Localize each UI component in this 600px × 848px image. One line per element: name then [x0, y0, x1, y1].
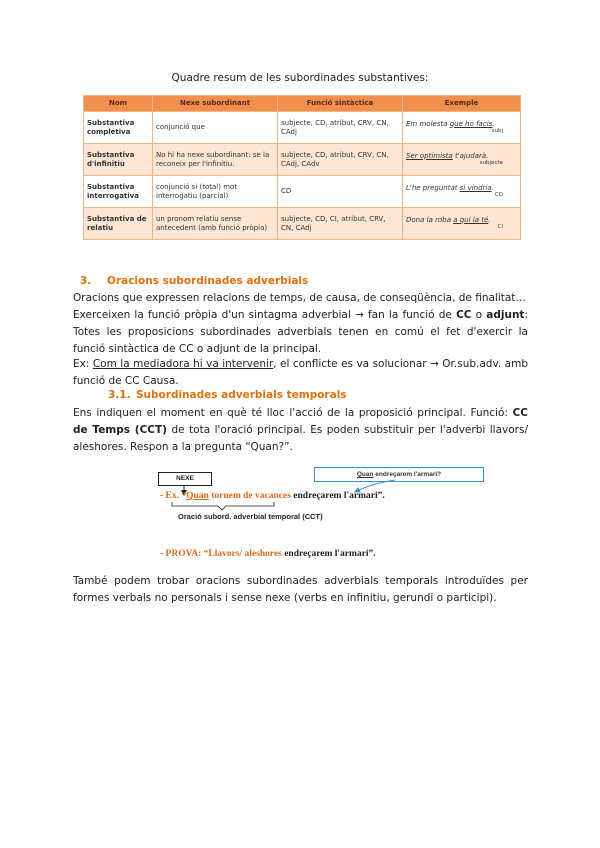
example-text: Dona la roba [406, 215, 454, 224]
cell-nom: Substantiva completiva [84, 112, 153, 144]
section-number: 3. [80, 275, 92, 287]
example-text-end: . [491, 183, 494, 192]
table-row [84, 176, 521, 208]
term-cct: CC de Temps (CCT) [73, 407, 528, 436]
intro-text-2: Exerceixen la funció pròpia d'un sintagma adverbial → fan la funció de [73, 309, 457, 321]
example-function-label: subj [491, 128, 503, 135]
example-underlined: Com la mediadora hi va intervenir [92, 358, 274, 370]
question-text: endreçarem l'armari? [373, 471, 442, 478]
table-row [84, 112, 521, 144]
example-underlined: que ho facis [449, 119, 493, 128]
ex-prefix: - Ex. “ [160, 491, 187, 501]
example-text-end: . [492, 119, 495, 128]
prova-adverb: “Llavors/ aleshores [203, 549, 282, 559]
header-exemple: Exemple [403, 96, 521, 112]
cell-exemple [403, 144, 521, 176]
example-text: Em molesta [406, 119, 450, 128]
example-text: L'he preguntat [406, 183, 460, 192]
section-title: Oracions subordinades adverbials [107, 275, 309, 287]
subordinate-brace [170, 502, 290, 512]
section-title: Subordinades adverbials temporals [136, 389, 347, 401]
example-underlined: Ser optimista [406, 151, 453, 160]
cell-exemple [403, 176, 521, 208]
table-row [84, 208, 521, 240]
ex-subordinate: tornem de vacances [208, 491, 291, 501]
section-heading-3 [80, 275, 308, 287]
cell-exemple [403, 112, 521, 144]
example-text-end: . [488, 215, 491, 224]
section-number: 3.1. [108, 389, 131, 401]
example-text-end: t'ajudarà. [452, 151, 489, 160]
cell-exemple [403, 208, 521, 240]
ex-main-clause: endreçarem l'armari”. [290, 491, 385, 501]
diagram-prova-sentence [160, 549, 376, 559]
example-function-label: CD [494, 192, 503, 199]
header-funcio: Funció sintàctica [278, 96, 403, 112]
intro-text-3: : Totes les proposicions subordinades adverbials tenen en comú el fet d'exercir la funció sintàctica de CC o adjunt de la principal. [73, 309, 528, 355]
cell-nexe: No hi ha nexe subordinant: se la reconeix per l'infinitiu. [153, 144, 278, 176]
cell-nom: Substantiva d'infinitiu [84, 144, 153, 176]
prova-prefix: - PROVA: [160, 549, 204, 559]
paragraph-intro [73, 290, 528, 358]
section-heading-3-1 [108, 389, 347, 401]
header-nexe: Nexe subordinant [153, 96, 278, 112]
term-adjunt: adjunt [486, 309, 525, 321]
nexe-label-box: NEXE [158, 472, 212, 486]
temporal-text: Ens indiquen el moment en què té lloc l'acció de la proposició principal. Funció: [73, 407, 513, 419]
example-underlined: a qui la té [453, 215, 489, 224]
example-function-label: subjecte [479, 160, 503, 167]
header-nom: Nom [84, 96, 153, 112]
example-underlined: si vindria [459, 183, 492, 192]
cell-nexe: conjunció si (total) mot interrogatiu (parcial) [153, 176, 278, 208]
cell-funcio: subjecte, CD, CI, atribut, CRV, CN, CAdj [278, 208, 403, 240]
paragraph-closing: També podem trobar oracions subordinades adverbials temporals introduïdes per formes verbals no personals i sense nexe (verbs en infinitiu, gerundi o participi). [73, 575, 528, 604]
summary-table [83, 95, 521, 240]
cell-nom: Substantiva interrogativa [84, 176, 153, 208]
example-prefix: Ex: [73, 358, 93, 370]
cell-nexe: conjunció que [153, 112, 278, 144]
intro-text: Oracions que expressen relacions de temps, de causa, de conseqüència, de finalitat… [73, 292, 526, 304]
term-cc: CC [456, 309, 472, 321]
example-function-label: CI [497, 224, 503, 231]
cell-funcio: subjecte, CD, atribut, CRV, CN, CAdj [278, 112, 403, 144]
cell-funcio: subjecte, CD, atribut, CRV, CN, CAdj, CAdv [278, 144, 403, 176]
temporal-text-2: de tota l'oració principal. Es poden substituir per l'adverbi llavors/ aleshores. Respon a la pregunta “Quan?”. [73, 424, 528, 453]
page-title: Quadre resum de les subordinades substantives: [171, 72, 429, 84]
question-word: Quan [356, 471, 374, 478]
cell-nexe: un pronom relatiu sense antecedent (amb funció pròpia) [153, 208, 278, 240]
table-row [84, 144, 521, 176]
diagram-caption: Oració subord. adverbial temporal (CCT) [178, 512, 323, 521]
paragraph-temporal [73, 405, 528, 456]
diagram-example-sentence [160, 491, 385, 501]
prova-rest: endreçarem l'armari”. [281, 549, 376, 559]
cell-funcio: CD [278, 176, 403, 208]
example-rest: , el conflicte es va solucionar → Or.sub.adv. amb funció de CC Causa. [73, 358, 528, 387]
connector-text: o [471, 309, 487, 321]
paragraph-example [73, 356, 528, 390]
cell-nom: Substantiva de relatiu [84, 208, 153, 240]
ex-nexe-word: Quan [186, 491, 209, 501]
table-header-row [84, 96, 521, 112]
